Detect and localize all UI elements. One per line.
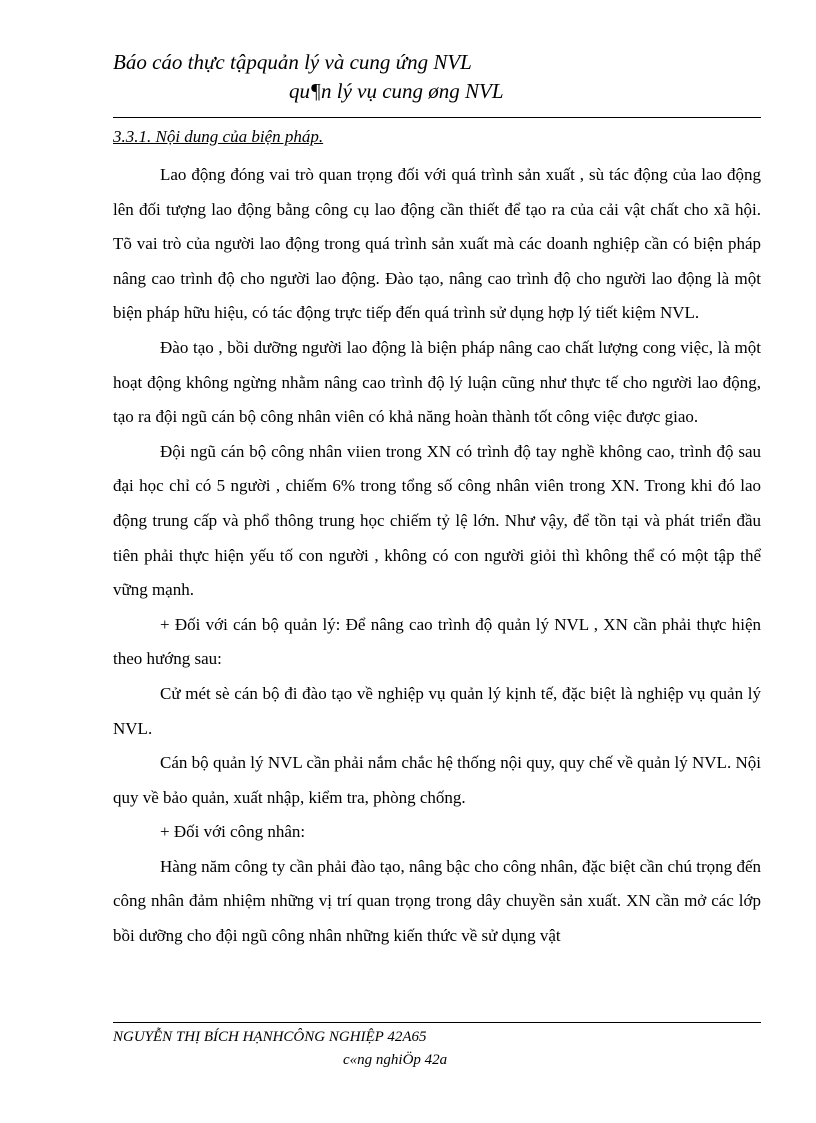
- header-divider: [113, 117, 761, 118]
- section-title: 3.3.1. Nội dung của biện pháp.: [113, 127, 324, 146]
- header-title: Báo cáo thực tậpquản lý và cung ứng NVL: [113, 50, 472, 74]
- paragraph: Lao động đóng vai trò quan trọng đối với quá trình sản xuất , sù tác động của lao động lên đối tượng lao động bằng công cụ lao động cần thiết để tạo ra của cải vật chất cho xã hội. Tõ vai trò của người lao động trong quá trình sản xuất mà các doanh nghiệp cần có biện pháp nâng cao trình độ cho người lao động. Đào tạo, nâng cao trình độ cho người lao động là một biện pháp hữu hiệu, có tác động trực tiếp đến quá trình sử dụng hợp lý tiết kiệm NVL.: [113, 165, 761, 323]
- document-body: [113, 158, 761, 954]
- footer-divider: [113, 1022, 761, 1023]
- paragraph: Cán bộ quản lý NVL cần phải nắm chắc hệ thống nội quy, quy chế về quản lý NVL. Nội quy về bảo quản, xuất nhập, kiểm tra, phòng chống.: [113, 753, 761, 807]
- footer-class: c«ng nghiÖp 42a: [343, 1052, 448, 1068]
- paragraph: Đội ngũ cán bộ công nhân viien trong XN có trình độ tay nghề không cao, trình độ sau đại học chỉ có 5 người , chiếm 6% trong tổng số công nhân viên trong XN. Trong khi đó lao động trung cấp và phổ thông trung học chiếm tỷ lệ lớn. Như vậy, để tồn tại và phát triển đầu tiên phải thực hiện yếu tố con người , không có con người giỏi thì không thể có một tập thể vững mạnh.: [113, 441, 761, 600]
- paragraph: + Đối với cán bộ quản lý: Để nâng cao trình độ quản lý NVL , XN cần phải thực hiện theo hướng sau:: [113, 614, 761, 669]
- paragraph: Hàng năm công ty cần phải đào tạo, nâng bậc cho công nhân, đặc biệt cần chú trọng đến công nhân đảm nhiệm những vị trí quan trọng trong dây chuyền sản xuất. XN cần mở các lớp bồi dưỡng cho đội ngũ công nhân những kiến thức về sử dụng vật: [113, 856, 761, 946]
- paragraph: Đào tạo , bồi dưỡng người lao động là biện pháp nâng cao chất lượng cong việc, là một hoạt động không ngừng nhằm nâng cao trình độ lý luận cũng như thực tế cho người lao động, tạo ra đội ngũ cán bộ công nhân viên có khả năng hoàn thành tốt công việc được giao.: [113, 337, 761, 427]
- header-subtitle: qu¶n lý vụ cung øng NVL: [289, 79, 504, 103]
- paragraph: + Đối với công nhân:: [160, 822, 306, 842]
- paragraph: Cử mét sè cán bộ đi đào tạo về nghiệp vụ quản lý kịnh tế, đặc biệt là nghiệp vụ quản lý NVL.: [113, 683, 761, 738]
- footer-author: NGUYỄN THỊ BÍCH HẠNHCÔNG NGHIỆP 42A65: [113, 1029, 427, 1045]
